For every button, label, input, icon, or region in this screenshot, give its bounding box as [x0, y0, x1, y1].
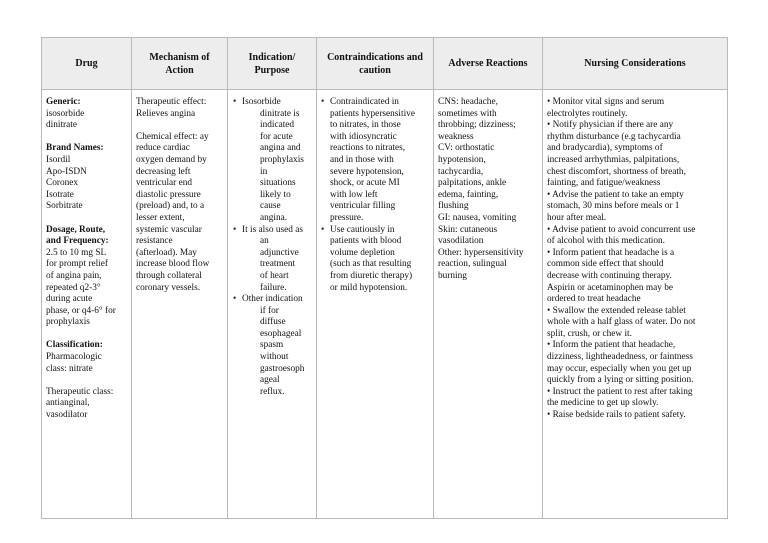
indication-line: prophylaxis: [260, 154, 304, 165]
contraindication-line: • Use cautiously in: [330, 224, 395, 235]
indication-line: if for: [260, 305, 279, 316]
drug-card-table: [41, 37, 728, 519]
adverse-line: throbbing; dizziness;: [438, 120, 516, 131]
adverse-reactions-cell: [434, 90, 543, 519]
adverse-line: palpitations, ankle: [438, 178, 507, 189]
nursing-line: ordered to treat headache: [547, 294, 641, 305]
indication-line: failure.: [260, 282, 287, 293]
therapeutic-class-line: Therapeutic class:: [46, 386, 114, 397]
indication-cell: [228, 90, 317, 519]
chemical-effect-line: decreasing left: [136, 166, 191, 177]
contraindications-list: [321, 97, 430, 294]
adverse-line: Skin: cutaneous: [438, 224, 498, 235]
chemical-effect-line: resistance: [136, 236, 173, 247]
indication-line: an: [260, 236, 269, 247]
header-nursing-considerations: Nursing Considerations: [543, 38, 728, 90]
indication-line: cause: [260, 201, 281, 212]
nursing-line: • Instruct the patient to rest after taking: [547, 386, 693, 397]
indication-line: adjunctive: [260, 247, 299, 258]
indication-line: likely to: [260, 189, 291, 200]
nursing-line: • Raise bedside rails to patient safety.: [547, 410, 686, 421]
contraindication-line: from diuretic therapy): [330, 270, 413, 281]
brand-name: Apo-ISDN: [46, 166, 87, 177]
contraindication-line: shock, or acute MI: [330, 178, 400, 189]
chemical-effect-line: diastolic pressure: [136, 189, 201, 200]
dosage-line: phase, or q4-6° for: [46, 305, 116, 316]
dosage-line: 2.5 to 10 mg SL: [46, 247, 107, 258]
nursing-line: • Advise patient to avoid concurrent use: [547, 224, 696, 235]
nursing-line: dizziness, lightheadedness, or faintness: [547, 352, 693, 363]
adverse-line: GI: nausea, vomiting: [438, 212, 517, 223]
pharmacologic-class-line: Pharmacologic: [46, 352, 102, 363]
mechanism-cell: [132, 90, 228, 519]
nursing-line: common side effect that should: [547, 259, 664, 270]
header-drug: Drug: [42, 38, 132, 90]
chemical-effect-line: lesser extent,: [136, 212, 185, 223]
chemical-effect-line: oxygen demand by: [136, 154, 207, 165]
therapeutic-class-line: vasodilator: [46, 410, 88, 421]
dosage-line: for prompt relief: [46, 259, 108, 270]
nursing-line: and bradycardia), symptoms of: [547, 143, 663, 154]
nursing-line: electrolytes routinely.: [547, 108, 628, 119]
indication-list: [232, 97, 313, 398]
adverse-line: tachycardia,: [438, 166, 484, 177]
header-mechanism: Mechanism of Action: [132, 38, 228, 90]
adverse-line: reaction, sulingual: [438, 259, 507, 270]
chemical-effect-line: (afterload). May: [136, 247, 197, 258]
contraindication-line: with idiosyncratic: [330, 131, 397, 142]
adverse-line: flushing: [438, 201, 469, 212]
nursing-line: • Swallow the extended release tablet: [547, 305, 686, 316]
contraindication-line: patients with blood: [330, 236, 402, 247]
nursing-line: rhythm disturbance (e.g tachycardia: [547, 131, 681, 142]
chemical-effect-line: ventricular end: [136, 178, 193, 189]
indication-line: reflux.: [260, 386, 285, 397]
adverse-line: hypotension,: [438, 154, 486, 165]
dosage-line: of angina pain,: [46, 270, 102, 281]
generic-name-line: isosorbide: [46, 108, 85, 119]
table-row: [42, 90, 728, 519]
adverse-line: Other: hypersensitivity: [438, 247, 524, 258]
contraindication-line: and in those with: [330, 154, 394, 165]
indication-line: for acute: [260, 131, 293, 142]
indication-line: situations: [260, 178, 296, 189]
header-adverse-reactions: Adverse Reactions: [434, 38, 543, 90]
nursing-line: fainting, and fatigue/weakness: [547, 178, 661, 189]
dosage-line: repeated q2-3°: [46, 282, 101, 293]
list-item: [232, 97, 313, 225]
indication-line: esophageal: [260, 328, 302, 339]
header-contraindications: Contraindications and caution: [317, 38, 434, 90]
contraindication-line: to nitrates, in those: [330, 120, 401, 131]
chemical-effect-line: reduce cardiac: [136, 143, 190, 154]
indication-line: gastroesoph: [260, 363, 305, 374]
nursing-line: decrease with continuing therapy.: [547, 270, 672, 281]
indication-line: spasm: [260, 340, 284, 351]
indication-line: in: [260, 166, 268, 177]
indication-line: of heart: [260, 270, 289, 281]
nursing-line: • Advise the patient to take an empty: [547, 189, 684, 200]
therapeutic-class-line: antianginal,: [46, 398, 90, 409]
adverse-line: burning: [438, 270, 467, 281]
contraindication-line: pressure.: [330, 212, 364, 223]
contraindication-line: (such as that resulting: [330, 259, 412, 270]
indication-line: without: [260, 352, 289, 363]
nursing-line: quickly from a lying or sitting position.: [547, 375, 694, 386]
chemical-effect-line: (preload) and, to a: [136, 201, 205, 212]
nursing-line: • Inform patient that headache is a: [547, 247, 675, 258]
adverse-line: CV: orthostatic: [438, 143, 495, 154]
adverse-line: weakness: [438, 131, 474, 142]
classification-label: Classification:: [46, 340, 103, 351]
nursing-line: stomach, 30 mins before meals or 1: [547, 201, 680, 212]
brand-label: Brand Names:: [46, 143, 104, 154]
dosage-label: Dosage, Route,: [46, 224, 106, 235]
header-row: [42, 38, 728, 90]
chemical-effect-line: Chemical effect: ay: [136, 131, 209, 142]
nursing-line: whole with a half glass of water. Do not: [547, 317, 696, 328]
header-indication: Indication/ Purpose: [228, 38, 317, 90]
chemical-effect-line: increase blood flow: [136, 259, 210, 270]
contraindication-line: • Contraindicated in: [330, 97, 399, 107]
indication-line: angina and: [260, 143, 301, 154]
adverse-line: CNS: headache,: [438, 97, 498, 107]
nursing-line: increased arrhythmias, palpitations,: [547, 154, 680, 165]
contraindication-line: ventricular filling: [330, 201, 396, 212]
chemical-effect-line: through collateral: [136, 270, 202, 281]
dosage-label: and Frequency:: [46, 236, 109, 247]
adverse-line: edema, fainting,: [438, 189, 499, 200]
indication-line: indicated: [260, 120, 295, 131]
indication-line: treatment: [260, 259, 296, 270]
nursing-line: hour after meal.: [547, 212, 607, 223]
indication-line: • It is also used as: [242, 224, 303, 235]
adverse-line: vasodilation: [438, 236, 484, 247]
nursing-line: • Inform the patient that headache,: [547, 340, 676, 351]
chemical-effect-line: systemic vascular: [136, 224, 202, 235]
indication-line: • Isosorbide: [242, 97, 281, 107]
indication-line: diffuse: [260, 317, 286, 328]
contraindications-cell: [317, 90, 434, 519]
brand-name: Isordil: [46, 154, 71, 165]
contraindication-line: reactions to nitrates,: [330, 143, 406, 154]
brand-name: Sorbitrate: [46, 201, 83, 212]
indication-line: dinitrate is: [260, 108, 300, 119]
generic-name-line: dinitrate: [46, 120, 77, 131]
list-item: [321, 97, 430, 225]
list-item: [232, 225, 313, 295]
nursing-line: of alcohol with this medication.: [547, 236, 665, 247]
contraindication-line: severe hypotension,: [330, 166, 404, 177]
therapeutic-effect-line: Therapeutic effect:: [136, 97, 207, 107]
chemical-effect-line: coronary vessels.: [136, 282, 201, 293]
contraindication-line: or mild hypotension.: [330, 282, 408, 293]
dosage-line: during acute: [46, 294, 93, 305]
nursing-considerations-cell: [543, 90, 728, 519]
nursing-line: Aspirin or acetaminophen may be: [547, 282, 673, 293]
nursing-line: • Monitor vital signs and serum: [547, 97, 665, 107]
list-item: [232, 294, 313, 398]
contraindication-line: patients hypersensitive: [330, 108, 415, 119]
contraindication-line: volume depletion: [330, 247, 395, 258]
pharmacologic-class-line: class: nitrate: [46, 363, 93, 374]
therapeutic-effect-line: Relieves angina: [136, 108, 196, 119]
brand-name: Isotrate: [46, 189, 74, 200]
drug-cell: [42, 90, 132, 519]
brand-name: Coronex: [46, 178, 79, 189]
nursing-line: chest discomfort, shortness of breath,: [547, 166, 686, 177]
dosage-line: prophylaxis: [46, 317, 90, 328]
nursing-line: • Notify physician if there are any: [547, 120, 674, 131]
generic-label: Generic:: [46, 97, 81, 107]
adverse-line: sometimes with: [438, 108, 497, 119]
nursing-line: split, crush, or chew it.: [547, 328, 632, 339]
indication-line: angina.: [260, 212, 288, 223]
nursing-line: may occur, especially when you get up: [547, 363, 692, 374]
indication-line: • Other indication: [242, 294, 303, 305]
indication-line: ageal: [260, 375, 280, 386]
nursing-line: the medicine to get up slowly.: [547, 398, 659, 409]
contraindication-line: with low left: [330, 189, 378, 200]
list-item: [321, 225, 430, 295]
